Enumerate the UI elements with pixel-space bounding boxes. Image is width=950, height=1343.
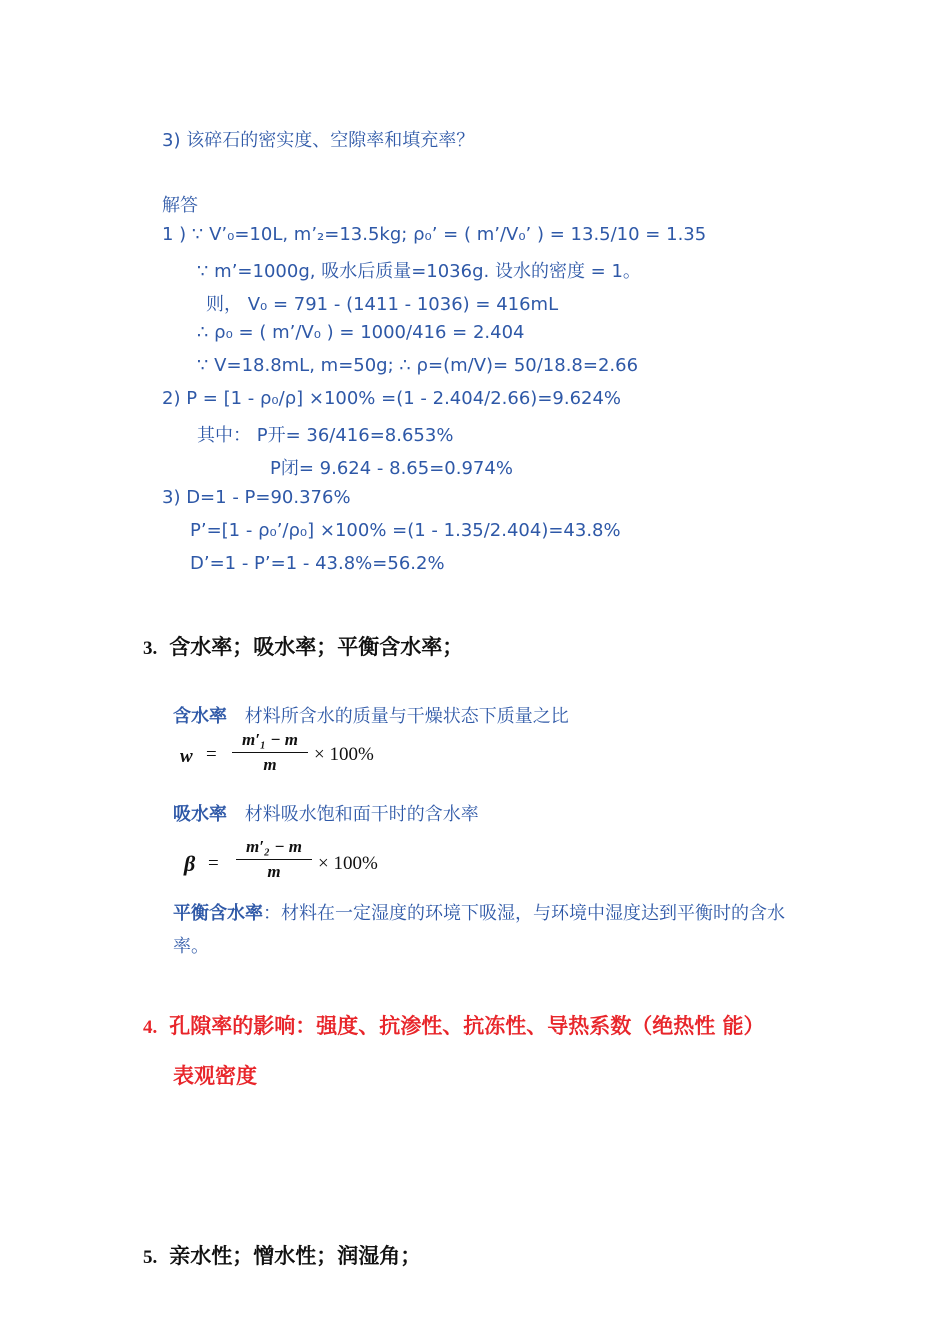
answer-label: 解答 [162, 195, 198, 216]
absorption-definition: 材料吸水饱和面干时的含水率 [244, 804, 479, 825]
answer-line: ∴ ρ₀ = ( m’/V₀ ) = 1000/416 = 2.404 [197, 322, 525, 343]
section-title: 亲水性；憎水性；润湿角； [169, 1244, 422, 1268]
section-title: 孔隙率的影响：强度、抗渗性、抗冻性、导热系数（绝热性 能） [169, 1014, 765, 1038]
section-4-heading [143, 1010, 765, 1040]
formula-equals: = [206, 744, 217, 765]
equilibrium-definition-cont: 率。 [173, 936, 209, 957]
section-title: 含水率；吸水率；平衡含水率； [169, 635, 464, 659]
question-3: 3) 该碎石的密实度、空隙率和填充率？ [162, 130, 475, 151]
formula-numerator: m′₂ − m [246, 837, 302, 856]
answer-line: P闭= 9.624 - 8.65=0.974% [270, 458, 513, 479]
formula-lhs: w [180, 746, 193, 767]
water-content-row [173, 702, 569, 728]
answer-line: 3) D=1 - P=90.376% [162, 487, 351, 508]
answer-line: 其中： P开= 36/416=8.653% [197, 425, 454, 446]
answer-line: D’=1 - P’=1 - 43.8%=56.2% [190, 553, 445, 574]
formula-multiplier: × 100% [318, 853, 378, 874]
absorption-term: 吸水率 [173, 804, 227, 825]
formula-denominator: m [263, 755, 277, 774]
answer-line: ∵ m’=1000g, 吸水后质量=1036g. 设水的密度 = 1。 [197, 261, 641, 282]
formula-numerator: m′₁ − m [242, 730, 298, 749]
equilibrium-row [173, 899, 785, 925]
formula-fraction [236, 837, 312, 882]
answer-line: ∵ V=18.8mL, m=50g; ∴ ρ=(m/V)= 50/18.8=2.66 [197, 355, 639, 376]
formula-water-content [180, 730, 410, 786]
answer-line: 1 ) ∵ V’₀=10L, m’₂=13.5kg; ρ₀’ = ( m’/V₀’ ) = 13.5/10 = 1.35 [162, 224, 707, 245]
section-4-heading-cont: 表观密度 [173, 1064, 257, 1088]
section-3-heading [143, 631, 463, 661]
formula-fraction [232, 730, 308, 775]
water-content-term: 含水率 [173, 706, 227, 727]
formula-equals: = [208, 853, 219, 874]
fraction-bar [236, 859, 312, 860]
formula-denominator: m [267, 862, 281, 881]
answer-line: 则， V₀ = 791 - (1411 - 1036) = 416mL [206, 294, 559, 315]
fraction-bar [232, 752, 308, 753]
answer-line: 2) P = [1 - ρ₀/ρ] ×100% =(1 - 2.404/2.66)=9.624% [162, 388, 622, 409]
formula-lhs: β [184, 851, 196, 876]
section-5-heading [143, 1240, 421, 1270]
absorption-row [173, 800, 479, 826]
section-number: 5. [143, 1247, 158, 1268]
answer-line: P’=[1 - ρ₀’/ρ₀] ×100% =(1 - 1.35/2.404)=43.8% [190, 520, 621, 541]
section-number: 3. [143, 638, 158, 659]
formula-multiplier: × 100% [314, 744, 374, 765]
equilibrium-definition: ：材料在一定湿度的环境下吸湿，与环境中湿度达到平衡时的含水 [263, 903, 785, 924]
equilibrium-term: 平衡含水率 [173, 903, 263, 924]
section-number: 4. [143, 1017, 158, 1038]
water-content-definition: 材料所含水的质量与干燥状态下质量之比 [244, 706, 569, 727]
formula-absorption [184, 837, 414, 895]
